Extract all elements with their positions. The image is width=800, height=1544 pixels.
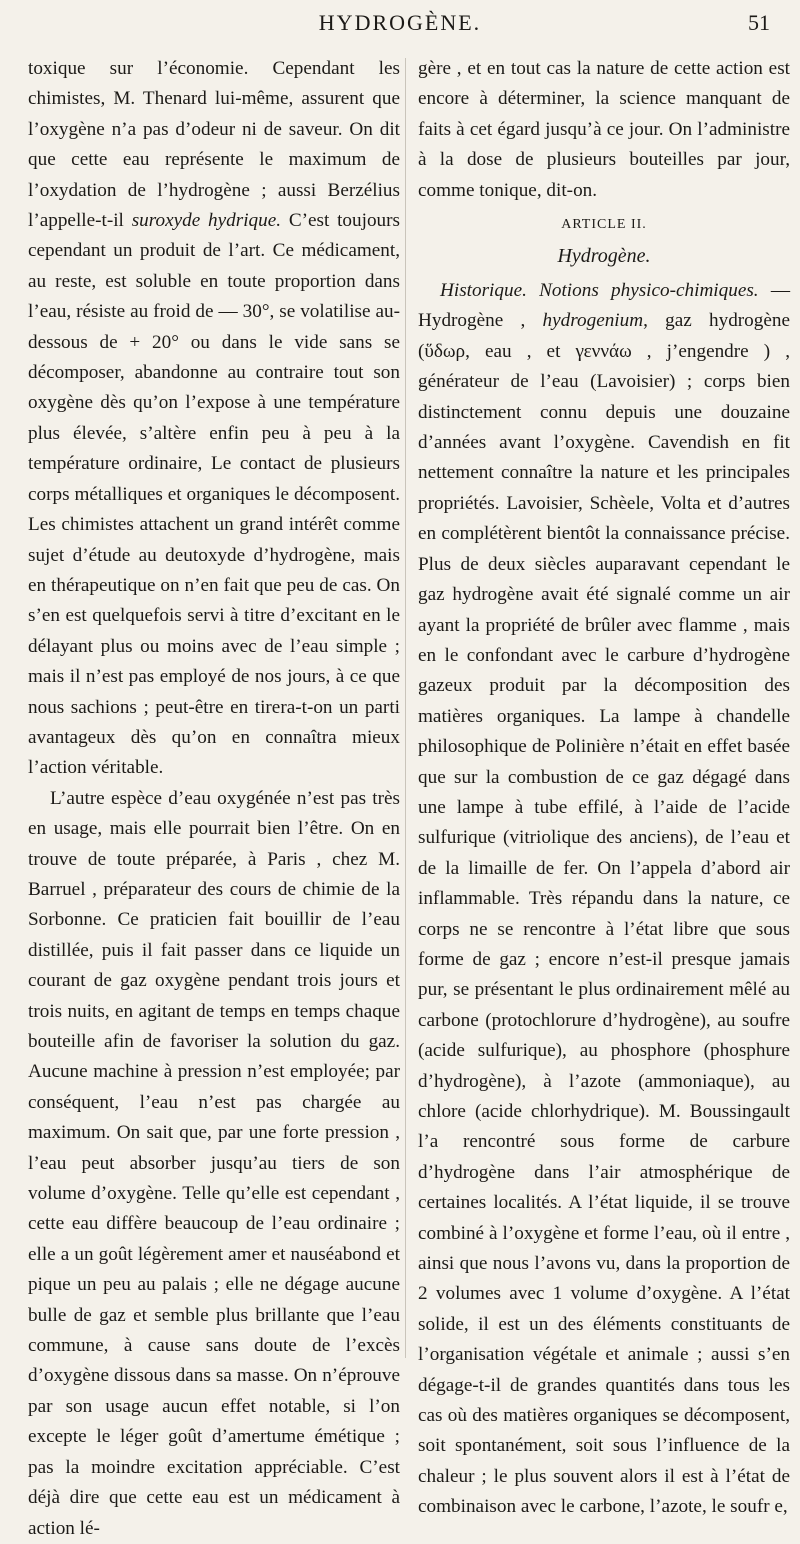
article-heading: ARTICLE II. — [561, 217, 647, 233]
italic-term: hydrogenium — [542, 310, 644, 332]
paragraph: L’autre espèce d’eau oxygénée n’est pas très en usage, mais elle pourrait bien l’être. On en trouve de toute préparée, à Paris , chez M. Barruel , préparateur des cours de chimie de la Sorbonne. Ce praticien fait bouillir de l’eau distillée, puis il fait passer dans ce liquide un courant de gaz oxygène pendant trois jours et trois nuits, en agitant de temps en temps chaque bouteille afin de favoriser la solution du gaz. Aucune machine à pression n’est employée; par conséquent, l’eau n’est pas chargée au maximum. On sait que, par une forte pression , l’eau peut absorber jusqu’au tiers de son volume d’oxygène. Telle qu’elle est cependant , cette eau diffère beaucoup de l’eau ordinaire ; elle a un goût légèrement amer et nauséabond et pique un peu au palais ; elle ne dégage aucune bulle de gaz et semble plus brillante que l’eau commune, à cause sans doute de l’excès d’oxygène dissous dans sa masse. On n’éprouve par son usage aucun effet notable, si l’on excepte le léger goût d’amertume émétique ; pas la moindre excitation appréciable. C’est déjà dire que cette eau est un médicament à action lé- — [28, 787, 400, 1539]
running-title: HYDROGÈNE. — [318, 10, 482, 35]
text-run: toxique sur l’économie. Cependant les chimistes, M. Thenard lui-même, assurent que l’oxygène n’a pas d’odeur ni de saveur. On dit que cette eau représente le maximum de l’oxydation de l’hydrogène ; aussi Berzélius l’appelle-t-il — [28, 58, 400, 232]
page-number: 51 — [748, 10, 770, 35]
italic-term: suroxyde hydrique. — [131, 210, 282, 232]
column-divider — [405, 58, 406, 1358]
paragraph — [28, 54, 400, 784]
running-header — [0, 10, 800, 40]
text-run: , gaz hydrogène (ὕδωρ, eau , et γεννάω , j’engendre ) , générateur de l’eau (Lavoisier) ; corps bien distinctement connu depuis une douzaine d’années avant l’oxygène. Cavendish en fit nettement connaître la nature et les principales propriétés. Lavoisier, Schèele, Volta et d’autres en complétèrent bientôt la connaissance précise. Plus de deux siècles auparavant cependant le gaz hydrogène avait été signalé comme un air ayant la propriété de brûler avec flamme , mais en le confondant avec le carbure d’hydrogène gazeux produit par la décomposition des matières organiques. La lampe à chandelle philosophique de Polinière n’était en effet basée que sur la combustion de ce gaz dégagé dans une lampe à tube effilé, à l’aide de l’acide sulfurique (vitriolique des anciens), de l’eau et de la limaille de fer. On l’appela d’abord air inflammable. Très répandu dans la nature, ce corps ne se rencontre à l’état libre que sous forme de gaz ; encore n’est-il presque jamais pur, se présentant le plus ordinairement mêlé au carbone (protochlorure d’hydrogène), au soufre (acide sulfurique), au phosphore (phosphure d’hydrogène), à l’azote (ammoniaque), au chlore (acide chlorhydrique). M. Boussingault l’a rencontré sous forme de carbure d’hydrogène dans l’air atmosphérique de certaines localités. A l’état liquide, il se trouve combiné à l’oxygène et forme l’eau, où il entre , ainsi que nous l’avons vu, dans la proportion de 2 volumes avec 1 volume d’oxygène. A l’état solide, il est un des éléments constituants de l’organisation végétale et animale ; aussi s’en dégage-t-il de grandes quantités dans tous les cas où des matières organiques se décomposent, soit spontanément, soit sous l’influence de la chaleur ; le plus souvent alors il est à l’état de combinaison avec le carbone, l’azote, le soufr e, — [418, 310, 790, 1518]
paragraph — [418, 276, 790, 1523]
italic-heading: Historique. Notions physico-chimiques. — [440, 280, 759, 302]
left-column — [28, 54, 400, 1544]
article-title: Hydrogène. — [557, 245, 651, 268]
text-run: — Hydrogène , — [418, 280, 791, 332]
right-column — [418, 54, 790, 1523]
text-run: C’est toujours cependant un produit de l’art. Ce médicament, au reste, est soluble en toute proportion dans l’eau, résiste au froid de — 30°, se volatilise au-dessous de + 20° ou dans le vide sans se décomposer, abandonne au contraire tout son oxygène dès qu’on l’expose à une température plus élevée, s’altère enfin peu à peu à la température ordinaire, Le contact de plusieurs corps métalliques et organiques le décomposent. Les chimistes attachent un grand intérêt comme sujet d’étude au deutoxyde d’hydrogène, mais en thérapeutique on n’en fait que peu de cas. On s’en est quelquefois servi à titre d’excitant en le délayant plus ou moins avec de l’eau simple ; mais il n’est pas employé de nos jours, à ce que nous sachions ; peut-être en tirera-t-on un parti avantageux dès qu’on en connaîtra mieux l’action véritable. — [28, 210, 400, 779]
paragraph: gère , et en tout cas la nature de cette action est encore à déterminer, la science manquant de faits à cet égard jusqu’à ce jour. On l’administre à la dose de plusieurs bouteilles par jour, comme tonique, dit-on. — [418, 58, 790, 201]
